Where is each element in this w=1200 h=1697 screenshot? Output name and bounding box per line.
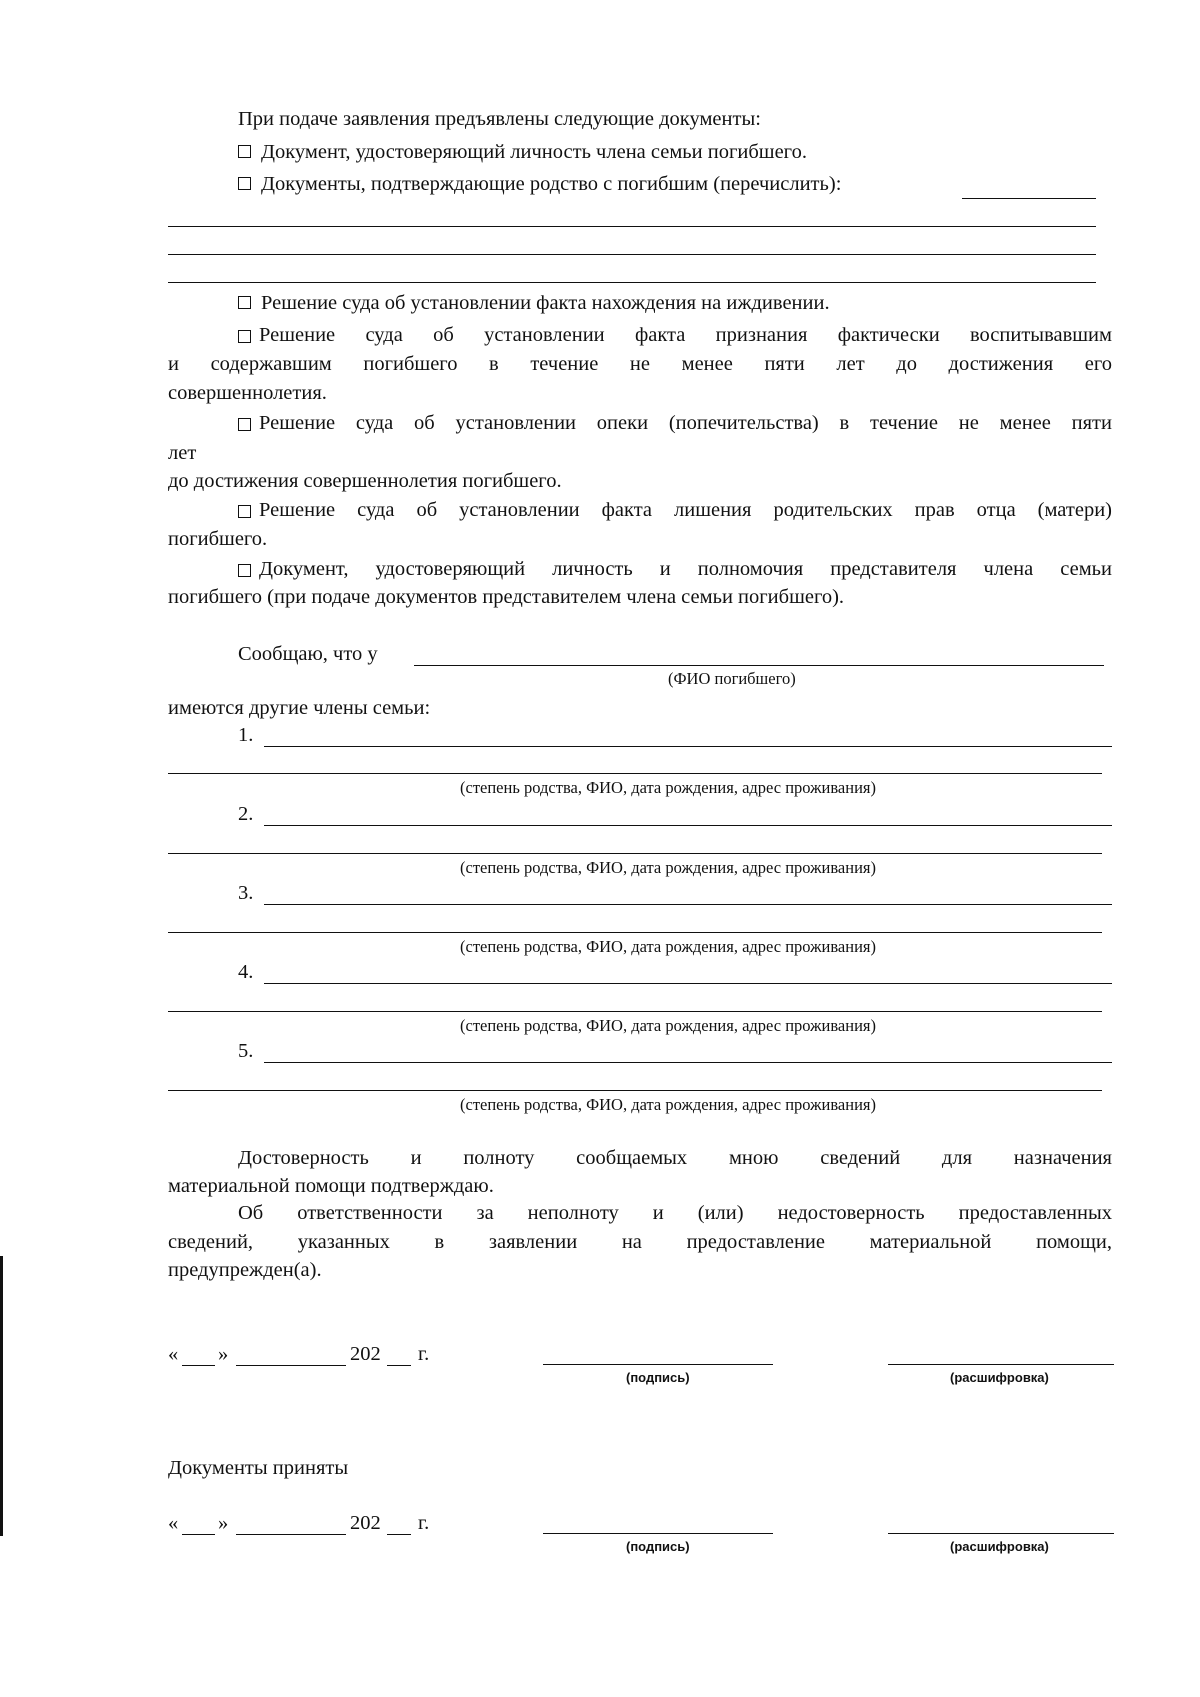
date-close-quote: » xyxy=(218,1343,229,1365)
kinship-field-line[interactable] xyxy=(962,198,1096,199)
member-caption: (степень родства, ФИО, дата рождения, адрес проживания) xyxy=(460,1095,877,1114)
deceased-name-field[interactable] xyxy=(414,665,1104,666)
checkbox-icon[interactable] xyxy=(238,177,251,190)
decode-field[interactable] xyxy=(888,1533,1114,1534)
date-close-quote: » xyxy=(218,1512,229,1534)
confirmation-text: материальной помощи подтверждаю. xyxy=(168,1175,494,1197)
checkbox-icon[interactable] xyxy=(238,505,251,518)
document-item-representative xyxy=(238,558,1112,581)
member-caption: (степень родства, ФИО, дата рождения, адрес проживания) xyxy=(460,778,877,797)
date-year-prefix: 202 xyxy=(350,1512,381,1534)
date-open-quote: « xyxy=(168,1512,179,1534)
others-label: имеются другие члены семьи: xyxy=(168,697,431,719)
date-open-quote: « xyxy=(168,1343,179,1365)
responsibility-text: Об ответственности за неполноту и (или) недостоверность предоставленных xyxy=(238,1202,1112,1224)
member-field-line[interactable] xyxy=(168,1090,1102,1091)
checkbox-icon[interactable] xyxy=(238,564,251,577)
document-item-text: до достижения совершеннолетия погибшего. xyxy=(168,470,562,492)
document-item-label: Решение суда об установлении факта признания фактически воспитывавшим xyxy=(259,324,1112,346)
signature-field[interactable] xyxy=(543,1364,773,1365)
document-item-parental-rights xyxy=(238,499,1112,522)
member-number: 1. xyxy=(238,724,254,746)
decode-field[interactable] xyxy=(888,1364,1114,1365)
member-field-line[interactable] xyxy=(168,932,1102,933)
accepted-title: Документы приняты xyxy=(168,1457,349,1479)
member-field-line[interactable] xyxy=(168,853,1102,854)
decode-caption: (расшифровка) xyxy=(950,1539,1049,1554)
decode-caption: (расшифровка) xyxy=(950,1370,1049,1385)
member-number: 4. xyxy=(238,961,254,983)
checkbox-icon[interactable] xyxy=(238,145,251,158)
member-field-line[interactable] xyxy=(264,983,1112,984)
document-item-label: Документы, подтверждающие родство с погибшим (перечислить): xyxy=(261,173,842,195)
document-item-kinship xyxy=(238,173,841,196)
document-item-upbringing xyxy=(238,324,1112,347)
date-day-field[interactable] xyxy=(182,1365,215,1366)
document-item-text: совершеннолетия. xyxy=(168,382,327,404)
date-year-field[interactable] xyxy=(387,1365,411,1366)
member-field-line[interactable] xyxy=(168,773,1102,774)
member-caption: (степень родства, ФИО, дата рождения, адрес проживания) xyxy=(460,1016,877,1035)
member-field-line[interactable] xyxy=(168,1011,1102,1012)
document-item-text: погибшего. xyxy=(168,528,268,550)
date-year-field[interactable] xyxy=(387,1534,411,1535)
member-field-line[interactable] xyxy=(264,825,1112,826)
document-item-text: погибшего (при подаче документов представителем члена семьи погибшего). xyxy=(168,586,845,608)
date-day-field[interactable] xyxy=(182,1534,215,1535)
document-item-guardianship xyxy=(238,412,1112,435)
date-year-suffix: г. xyxy=(418,1343,430,1365)
document-item-label: Решение суда об установлении опеки (попечительства) в течение не менее пяти xyxy=(259,412,1112,434)
document-item-text: лет xyxy=(168,442,197,464)
documents-intro: При подаче заявления предъявлены следующие документы: xyxy=(238,108,761,130)
signature-caption: (подпись) xyxy=(626,1539,690,1554)
document-item-label: Документ, удостоверяющий личность и полномочия представителя члена семьи xyxy=(259,558,1112,580)
document-item-label: Решение суда об установлении факта нахождения на иждивении. xyxy=(261,292,830,314)
checkbox-icon[interactable] xyxy=(238,330,251,343)
member-field-line[interactable] xyxy=(264,1062,1112,1063)
document-item-identity xyxy=(238,141,807,164)
member-field-line[interactable] xyxy=(264,746,1112,747)
kinship-field-line[interactable] xyxy=(168,282,1096,283)
member-number: 5. xyxy=(238,1040,254,1062)
document-item-label: Решение суда об установлении факта лишения родительских прав отца (матери) xyxy=(259,499,1112,521)
report-label: Сообщаю, что у xyxy=(238,643,378,665)
date-month-field[interactable] xyxy=(236,1365,346,1366)
kinship-field-line[interactable] xyxy=(168,254,1096,255)
member-number: 3. xyxy=(238,882,254,904)
date-year-prefix: 202 xyxy=(350,1343,381,1365)
signature-caption: (подпись) xyxy=(626,1370,690,1385)
confirmation-text: Достоверность и полноту сообщаемых мною сведений для назначения xyxy=(238,1147,1112,1169)
scan-edge-mark xyxy=(0,1256,3,1536)
member-caption: (степень родства, ФИО, дата рождения, адрес проживания) xyxy=(460,937,877,956)
date-month-field[interactable] xyxy=(236,1534,346,1535)
checkbox-icon[interactable] xyxy=(238,296,251,309)
date-year-suffix: г. xyxy=(418,1512,430,1534)
responsibility-text: сведений, указанных в заявлении на предоставление материальной помощи, xyxy=(168,1231,1112,1253)
member-caption: (степень родства, ФИО, дата рождения, адрес проживания) xyxy=(460,858,877,877)
member-field-line[interactable] xyxy=(264,904,1112,905)
member-number: 2. xyxy=(238,803,254,825)
document-item-text: и содержавшим погибшего в течение не менее пяти лет до достижения его xyxy=(168,353,1112,375)
deceased-caption: (ФИО погибшего) xyxy=(668,669,796,688)
checkbox-icon[interactable] xyxy=(238,418,251,431)
document-item-dependency xyxy=(238,292,830,315)
responsibility-text: предупрежден(а). xyxy=(168,1259,322,1281)
document-item-label: Документ, удостоверяющий личность члена семьи погибшего. xyxy=(261,141,807,163)
kinship-field-line[interactable] xyxy=(168,226,1096,227)
signature-field[interactable] xyxy=(543,1533,773,1534)
